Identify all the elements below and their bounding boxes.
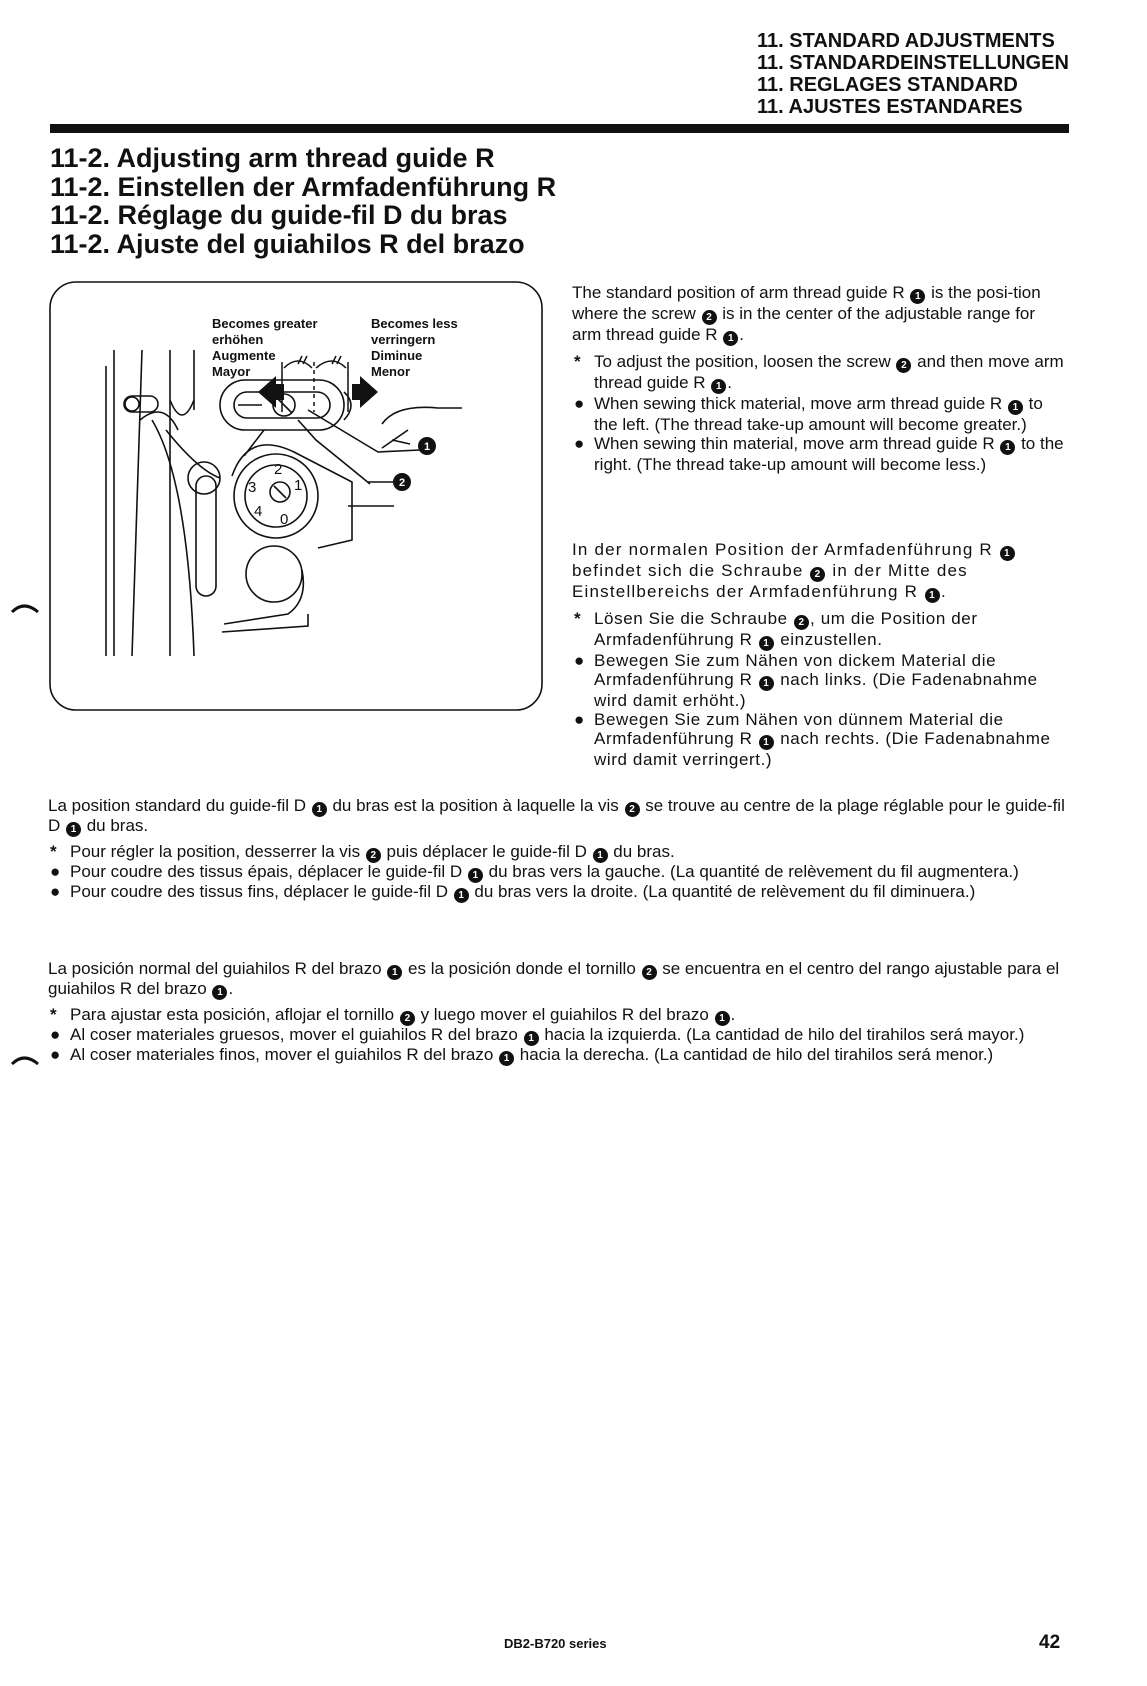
german-text (572, 540, 1067, 769)
section-title-fr: 11-2. Réglage du guide-fil D du bras (50, 200, 508, 230)
binding-mark-icon (10, 600, 40, 616)
chapter-title-fr: 11. REGLAGES STANDARD (757, 74, 1018, 96)
chapter-title-es: 11. AJUSTES ESTANDARES (757, 96, 1023, 118)
section-title-de: 11-2. Einstellen der Armfadenführung R (50, 171, 557, 202)
svg-text:2: 2 (398, 477, 406, 489)
direction-labels-left (212, 316, 318, 379)
binding-mark-icon (10, 1052, 40, 1068)
french-step-1: * Pour régler la position, desserrer la vis 2 puis déplacer le guide-fil D 1 du bras. (50, 842, 675, 861)
label-less-es: Menor (371, 364, 410, 379)
french-intro: La position standard du guide-fil D 1 du bras est la position à laquelle la vis 2 se trouve au centre de la plage réglable pour le guide-fil D 1 du bras. (48, 796, 1065, 835)
section-title-en: 11-2. Adjusting arm thread guide R (50, 143, 495, 173)
header-rule (50, 124, 1069, 133)
svg-text:4: 4 (254, 503, 263, 520)
number-one-icon: 1 (723, 331, 738, 346)
spanish-intro: La posición normal del guiahilos R del brazo 1 es la posición donde el tornillo 2 se encuentra en el centro del rango ajustable para el guiahilos R del brazo 1 . (48, 959, 1060, 998)
spanish-text (48, 960, 1066, 1066)
number-one-icon: 1 (910, 289, 925, 304)
english-step-1: * To adjust the position, loosen the screw 2 and then move arm thread guide R 1 . (574, 352, 1064, 392)
english-step-3: ● When sewing thin material, move arm thread guide R 1 to the right. (The thread take-up amount will become less.) (574, 434, 1064, 474)
chapter-title-en: 11. STANDARD ADJUSTMENTS (757, 30, 1055, 52)
svg-text:0: 0 (280, 511, 289, 528)
french-text (48, 797, 1066, 903)
spanish-step-3: ● Al coser materiales finos, mover el guiahilos R del brazo 1 hacia la derecha. (La cantidad de hilo del tirahilos será menor.) (50, 1045, 994, 1064)
label-less-de: verringern (371, 332, 436, 347)
diagram-frame (50, 282, 542, 710)
label-less-en: Becomes less (371, 316, 458, 331)
label-greater-fr: Augmente (212, 348, 276, 363)
label-less-fr: Diminue (371, 348, 423, 363)
direction-labels-right (371, 316, 458, 379)
french-step-2: ● Pour coudre des tissus épais, déplacer le guide-fil D 1 du bras vers la gauche. (La quantité de relèvement du fil augmentera.) (50, 862, 1019, 881)
spanish-step-2: ● Al coser materiales gruesos, mover el guiahilos R del brazo 1 hacia la izquierda. (La cantidad de hilo del tirahilos será mayor.) (50, 1025, 1025, 1044)
scale-marks (282, 356, 348, 412)
chapter-header (757, 30, 1069, 118)
english-step-2: ● When sewing thick material, move arm thread guide R 1 to the left. (The thread take-up amount will become greater.) (574, 394, 1043, 434)
spanish-step-1: * Para ajustar esta posición, aflojar el tornillo 2 y luego mover el guiahilos R del brazo 1 . (50, 1005, 736, 1024)
label-greater-es: Mayor (212, 364, 251, 379)
section-titles (50, 144, 556, 258)
footer-series: DB2-B720 series (504, 1636, 607, 1651)
label-greater-en: Becomes greater (212, 316, 318, 331)
german-step-3: ● Bewegen Sie zum Nähen von dünnem Material die Armfadenführung R 1 nach rechts. (Die Fadenabnahme wird damit verringert.) (574, 710, 1051, 769)
svg-text:2: 2 (274, 461, 283, 478)
svg-text:1: 1 (294, 477, 303, 494)
svg-text:1: 1 (423, 441, 431, 453)
chapter-title-de: 11. STANDARDEINSTELLUNGEN (757, 52, 1069, 74)
number-two-icon: 2 (702, 310, 717, 325)
arrow-right-icon (352, 376, 378, 408)
german-step-2: ● Bewegen Sie zum Nähen von dickem Material die Armfadenführung R 1 nach links. (Die Fadenabnahme wird damit erhöht.) (574, 651, 1038, 710)
german-step-1: * Lösen Sie die Schraube 2 , um die Position der Armfadenführung R 1 einzustellen. (574, 609, 978, 649)
english-intro: The standard position of arm thread guide R 1 is the posi-tion where the screw 2 is in the center of the adjustable range for arm thread guide R 1 . (572, 283, 1041, 344)
label-greater-de: erhöhen (212, 332, 264, 347)
english-text (572, 283, 1067, 474)
svg-text:3: 3 (248, 479, 257, 496)
german-intro: In der normalen Position der Armfadenführung R 1 befindet sich die Schraube 2 in der Mitte des Einstellbereichs der Armfadenführung R 1 . (572, 540, 1067, 603)
french-step-3: ● Pour coudre des tissus fins, déplacer le guide-fil D 1 du bras vers la droite. (La quantité de relèvement du fil diminuera.) (50, 882, 976, 901)
section-title-es: 11-2. Ajuste del guiahilos R del brazo (50, 228, 525, 259)
page-number: 42 (1039, 1632, 1061, 1653)
adjustment-diagram (48, 280, 544, 712)
